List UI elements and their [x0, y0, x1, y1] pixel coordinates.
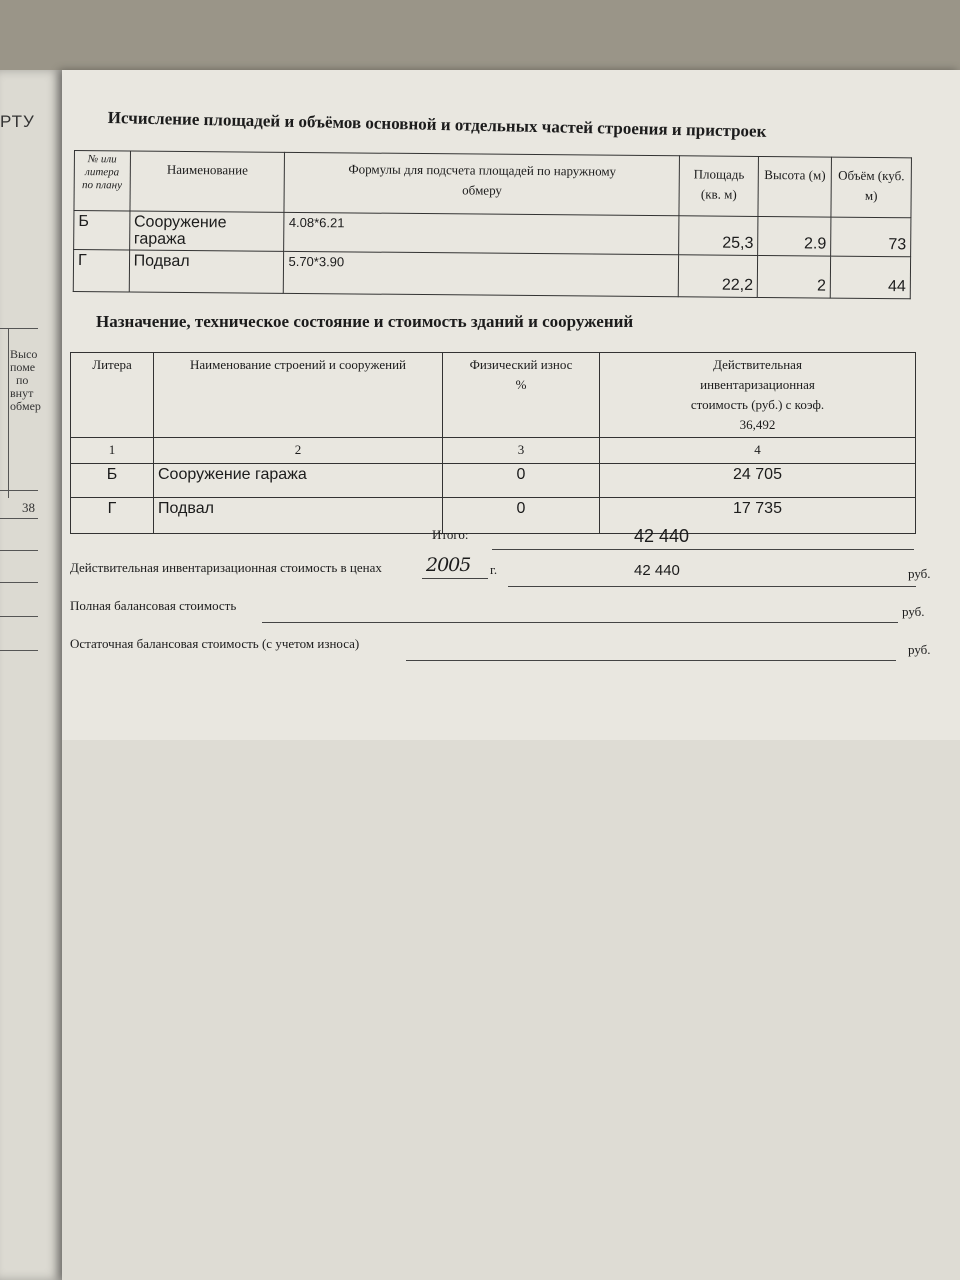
row-height: 2 [757, 255, 830, 298]
row-num: Б [74, 211, 130, 250]
inv-year-suffix: г. [490, 562, 498, 577]
col-header-litera: Литера [71, 353, 154, 438]
col-number: 1 [71, 438, 154, 464]
row-volume: 73 [831, 217, 911, 257]
row-cost: 24 705 [600, 464, 916, 498]
col-header-formula: Формулы для подсчета площадей по наружному обмеру [284, 152, 679, 215]
residual-balance-currency: руб. [908, 642, 931, 657]
inv-cost-label: Действительная инвентаризационная стоимость в ценах [70, 560, 382, 575]
itogo-underline [492, 549, 914, 550]
col-header-num: № или литера по плану [74, 151, 130, 211]
previous-page-title-fragment: РТУ [0, 112, 35, 131]
row-name: Сооружение гаража [154, 464, 443, 498]
section1-title: Исчисление площадей и объёмов основной и отдельных частей строения и пристроек [107, 108, 767, 141]
full-balance-currency: руб. [902, 604, 925, 619]
row-name: Подвал [129, 250, 284, 293]
section2-title: Назначение, техническое состояние и стоимость зданий и сооружений [96, 312, 634, 331]
residual-balance-underline [406, 660, 896, 661]
row-formula: 5.70*3.90 [284, 251, 679, 296]
col-header-wear: Физический износ % [443, 353, 600, 438]
table-row [73, 250, 910, 299]
inv-cost-underline [508, 586, 916, 587]
previous-page-edge [0, 70, 62, 1280]
table-row [71, 464, 916, 498]
table-row [71, 498, 916, 534]
col-header-volume: Объём (куб. м) [831, 157, 911, 218]
table-header-row [71, 353, 916, 438]
inv-cost-value: 42 440 [634, 562, 680, 579]
previous-page-rule [0, 650, 38, 651]
column-number-row [71, 438, 916, 464]
col-header-height: Высота (м) [758, 156, 831, 217]
full-balance-label: Полная балансовая стоимость [70, 598, 237, 613]
row-area: 25,3 [679, 216, 758, 256]
full-balance-underline [262, 622, 898, 623]
row-litera: Б [71, 464, 154, 498]
area-volume-table [73, 150, 912, 299]
col-header-cost: Действительная инвентаризационная стоимость (руб.) с коэф. 36,492 [600, 353, 916, 438]
itogo-value: 42 440 [634, 526, 690, 546]
row-wear: 0 [443, 498, 600, 534]
inv-year-underline [422, 578, 488, 579]
row-formula: 4.08*6.21 [284, 212, 679, 254]
col-header-name: Наименование строений и сооружений [154, 353, 443, 438]
previous-page-rule [0, 550, 38, 551]
table-header-row [74, 151, 911, 218]
inv-cost-currency: руб. [908, 566, 931, 581]
col-number: 3 [443, 438, 600, 464]
inv-year-handwritten: 2005 [426, 554, 471, 576]
previous-page-rule [0, 328, 38, 329]
page-lower-shadow [62, 740, 960, 1280]
previous-page-rule [0, 582, 38, 583]
previous-page-rule [0, 490, 38, 491]
previous-page-column-header: Высо поме по внут обмер [10, 347, 41, 413]
residual-balance-label: Остаточная балансовая стоимость (с учетом износа) [70, 636, 360, 651]
row-cost: 17 735 [600, 498, 916, 534]
col-number: 4 [600, 438, 916, 464]
col-header-area: Площадь (кв. м) [679, 156, 758, 217]
row-volume: 44 [830, 256, 910, 299]
row-area: 22,2 [679, 255, 758, 298]
row-num: Г [73, 250, 129, 292]
row-litera: Г [71, 498, 154, 534]
previous-page-rule [0, 616, 38, 617]
col-number: 2 [154, 438, 443, 464]
row-name: Подвал [154, 498, 443, 534]
col-header-name: Наименование [130, 151, 285, 212]
previous-page-row-number: 38 [22, 500, 35, 515]
row-name: Сооружение гаража [129, 211, 284, 251]
previous-page-column-line [8, 328, 9, 498]
cost-table [70, 352, 916, 534]
row-height: 2.9 [758, 216, 831, 256]
itogo-label: Итого: [432, 527, 469, 542]
row-wear: 0 [443, 464, 600, 498]
previous-page-rule [0, 518, 38, 519]
